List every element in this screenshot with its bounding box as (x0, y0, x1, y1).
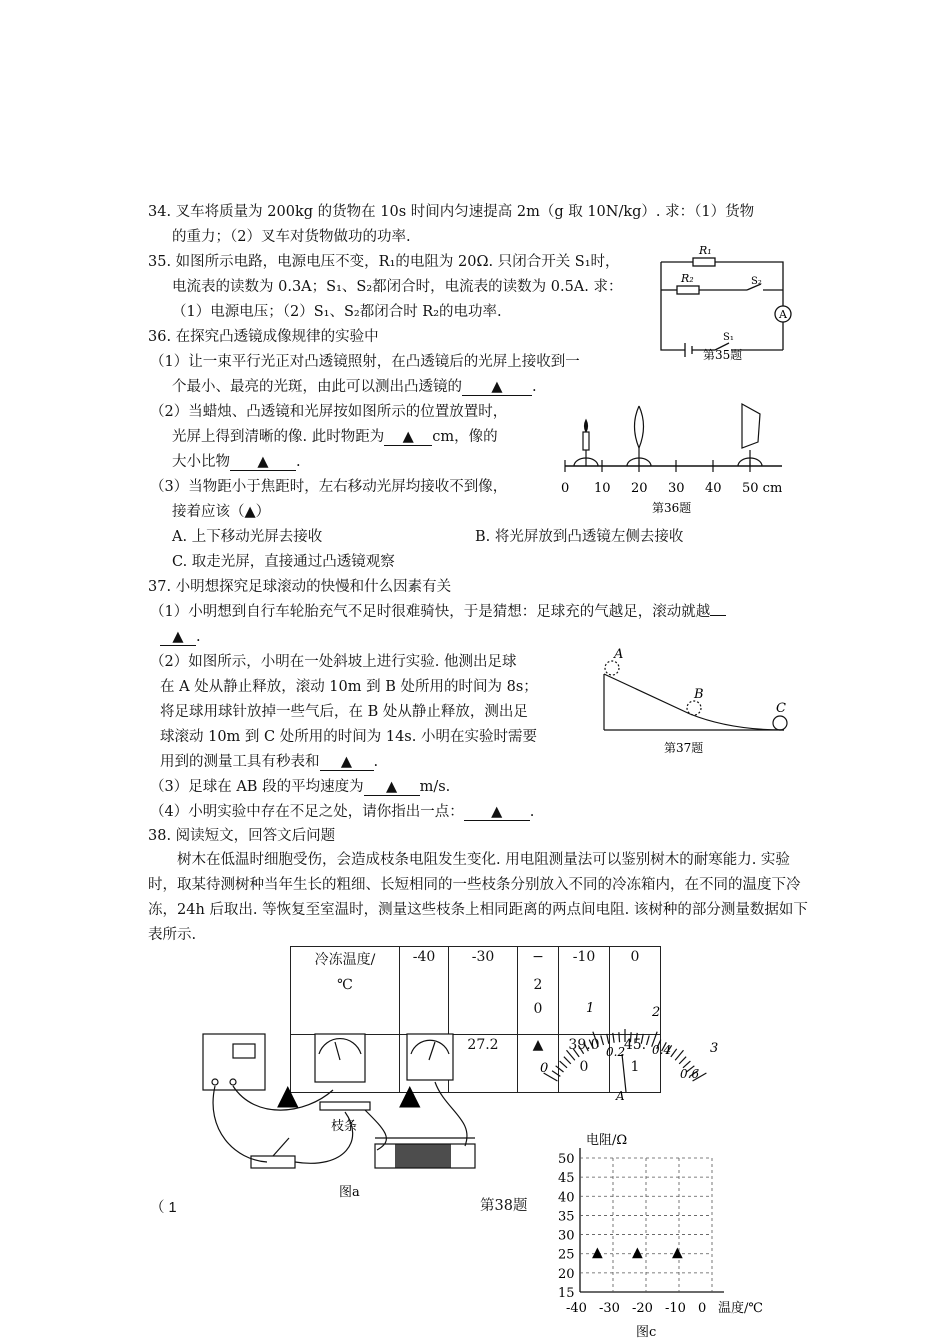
point-c: C (776, 701, 786, 716)
answer-blank[interactable]: ▲ (160, 629, 196, 646)
circuit-diagram-35 (655, 240, 800, 370)
q36-p2b-row (172, 427, 498, 447)
x-tick-label: -20 (632, 1301, 653, 1316)
mark-left: ▲ (277, 1078, 299, 1111)
answer-blank[interactable]: ▲ (462, 379, 532, 396)
q35-line3: （1）电源电压；（2）S₁、S₂都闭合时 R₂的电功率. (172, 304, 502, 320)
table-cell: -30 (449, 947, 518, 1035)
q37-p2a: （2）如图所示，小明在一处斜坡上进行实验. 他测出足球 (150, 654, 517, 670)
fig-a-caption: 图a (339, 1185, 360, 1200)
y-tick-label: 25 (558, 1247, 575, 1263)
q34-line2: 的重力；（2）叉车对货物做功的功率. (172, 229, 411, 245)
ammeter-scale-b (540, 1001, 730, 1120)
scale-tick (619, 1032, 620, 1042)
table-cell-line: − (532, 949, 544, 965)
y-tick-label: 40 (558, 1190, 575, 1206)
graph-xlabel: 温度/℃ (718, 1301, 763, 1316)
point-a: A (614, 647, 624, 662)
s2-label: S₂ (751, 276, 762, 287)
scale-tick (560, 1061, 567, 1068)
scale-3: 3 (710, 1041, 719, 1056)
scale-tick (552, 1071, 560, 1077)
optical-bench-36 (560, 398, 790, 518)
branch-label: 枝条 (331, 1119, 358, 1134)
subscale-06: 0.6 (680, 1067, 700, 1081)
q37-p1b-row: ▲ . (160, 627, 201, 647)
tick-50: 50 cm (742, 481, 783, 496)
table-cell-line: 45. (623, 1037, 647, 1053)
q37-p1a-row (150, 602, 726, 622)
scale-tick (613, 1033, 614, 1043)
tick-40: 40 (705, 481, 722, 496)
q37-title: 37. 小明想探究足球滚动的快慢和什么因素有关 (148, 579, 452, 595)
table-cell-line: 0 (533, 1001, 543, 1017)
slope-figure-37 (600, 646, 800, 756)
table-cell: 0 (610, 947, 661, 1035)
y-tick-label: 20 (558, 1266, 575, 1282)
graph-mark: ▲ (632, 1244, 643, 1261)
q36-p3b: 接着应该（▲） (172, 504, 271, 520)
answer-blank[interactable]: ▲ (320, 754, 374, 771)
q38-title: 38. 阅读短文，回答文后问题 (148, 828, 336, 844)
table-cell-line: 1 (630, 1059, 640, 1075)
tick-10: 10 (594, 481, 611, 496)
unit-a: A (616, 1089, 625, 1103)
scale-tick (584, 1042, 589, 1051)
q37-p2d: 球滚动 10m 到 C 处所用的时间为 14s. 小明在实验时需要 (160, 729, 537, 745)
q36-p2b: 光屏上得到清晰的像. 此时物距为 (172, 429, 385, 445)
scale-tick (636, 1033, 637, 1043)
subscale-02: 0.2 (606, 1045, 626, 1059)
ammeter-label: A (779, 308, 787, 321)
graph-mark: ▲ (592, 1244, 603, 1261)
point-b: B (694, 687, 704, 702)
fig37-caption: 第37题 (664, 741, 704, 755)
table-header-line1: 冷冻温度/ (314, 952, 376, 968)
q37-p2b: 在 A 处从静止释放，滚动 10m 到 B 处所用的时间为 8s； (160, 679, 538, 695)
q35-line1: 35. 如图所示电路，电源电压不变，R₁的电阻为 20Ω. 只闭合开关 S₁时， (148, 254, 620, 270)
apparatus-figure-a (195, 1020, 515, 1210)
scale-tick (646, 1035, 649, 1045)
scale-tick (671, 1049, 677, 1057)
answer-blank[interactable] (710, 615, 726, 616)
fig38-caption: 第38题 (480, 1198, 528, 1214)
y-tick-label: 35 (558, 1209, 575, 1225)
y-tick-label: 45 (558, 1171, 575, 1187)
scale-tick (641, 1034, 643, 1044)
tick-20: 20 (631, 481, 648, 496)
q37-p3-unit: m/s. (419, 779, 451, 795)
scale-tick (675, 1050, 683, 1060)
table-cell-line: 39.0 (568, 1037, 600, 1053)
q38-q1: （ 1 (150, 1200, 177, 1216)
scale-tick (556, 1066, 564, 1072)
subscale-04: 0.4 (652, 1043, 672, 1057)
q36-option-a[interactable]: A. 上下移动光屏去接收 (172, 529, 323, 545)
fig36-caption: 第36题 (652, 501, 692, 515)
mark-right: ▲ (399, 1078, 421, 1111)
scale-tick (679, 1057, 686, 1064)
scale-tick (578, 1045, 583, 1053)
q38-passage: 树木在低温时细胞受伤，会造成枝条电阻发生变化. 用电阻测量法可以鉴别树木的耐寒能力. 实验时，取某待测树种当年生长的粗细、长短相同的一些枝条分别放入不同的冷冻箱内，在不同的温度下冷冻，24h 后取出. 等恢复至室温时，测量这些枝条上相同距离的两点间电阻. 该树种的部分测量数据如下表所示. (148, 852, 808, 943)
answer-blank[interactable]: ▲ (384, 429, 432, 446)
y-tick-label: 30 (558, 1228, 575, 1244)
table-cell: -10 (559, 947, 610, 1035)
scale-1: 1 (586, 1001, 595, 1016)
fig35-caption: 第35题 (703, 348, 743, 362)
q36-p1b: 个最小、最亮的光斑，由此可以测出凸透镜的 (172, 379, 462, 395)
scale-tick (573, 1049, 579, 1057)
x-tick-label: -10 (665, 1301, 686, 1316)
q37-p3: （3）足球在 AB 段的平均速度为 (150, 779, 364, 795)
q37-p4: （4）小明实验中存在不足之处，请你指出一点： (150, 804, 464, 820)
answer-blank[interactable]: ▲ (464, 804, 530, 821)
scale-tick (601, 1035, 604, 1045)
table-cell[interactable]: ▲ (518, 1035, 559, 1093)
scale-tick (607, 1034, 609, 1044)
r1-label: R₁ (699, 244, 712, 257)
scale-tick (564, 1057, 571, 1064)
answer-blank[interactable]: ▲ (364, 779, 420, 796)
table-cell-line: 0 (579, 1059, 589, 1075)
x-tick-label: 0 (698, 1301, 707, 1316)
scale-tick (630, 1032, 631, 1042)
table-header-line2: ℃ (337, 977, 353, 993)
q36-p1b-row: 个最小、最亮的光斑，由此可以测出凸透镜的 ▲ . (172, 379, 537, 395)
resistance-temperature-graph (540, 1120, 790, 1344)
q36-p2a: （2）当蜡烛、凸透镜和光屏按如图所示的位置放置时， (150, 404, 508, 420)
scale-tick (567, 1050, 575, 1060)
q36-option-c[interactable]: C. 取走光屏，直接通过凸透镜观察 (172, 554, 395, 570)
q37-p2e: 用到的测量工具有秒表和 (160, 754, 320, 770)
q37-p3-row (150, 777, 450, 797)
fig-c-caption: 图c (636, 1325, 657, 1340)
x-tick-label: -30 (599, 1301, 620, 1316)
graph-ylabel: 电阻/Ω (586, 1133, 628, 1148)
scale-tick (589, 1040, 593, 1049)
table-cell: -40 (400, 947, 449, 1035)
r2-label: R₂ (681, 272, 694, 285)
table-cell: 27.2 (449, 1035, 518, 1093)
q37-p2c: 将足球用球针放掉一些气后，在 B 处从静止释放，测出足 (160, 704, 528, 720)
q36-p2c: 大小比物 (172, 454, 230, 470)
q36-p1a: （1）让一束平行光正对凸透镜照射，在凸透镜后的光屏上接收到一 (150, 354, 580, 370)
y-tick-label: 50 (558, 1152, 575, 1167)
q37-p4-row: （4）小明实验中存在不足之处，请你指出一点： ▲ . (150, 804, 535, 820)
table-cell-line: 2 (533, 977, 543, 993)
q36-option-b[interactable]: B. 将光屏放到凸透镜左侧去接收 (475, 529, 684, 545)
scale-2: 2 (652, 1005, 661, 1020)
q34-line1: 34. 叉车将质量为 200kg 的货物在 10s 时间内匀速提高 2m（g 取 10N/kg）. 求：（1）货物 (148, 204, 755, 220)
scale-0: 0 (540, 1061, 549, 1076)
tick-0: 0 (561, 481, 570, 496)
s1-label: S₁ (723, 332, 734, 343)
q37-p2e-row: 用到的测量工具有秒表和 ▲ . (160, 754, 379, 770)
graph-mark: ▲ (672, 1244, 683, 1261)
tick-30: 30 (668, 481, 685, 496)
answer-blank[interactable]: ▲ (230, 454, 296, 471)
q37-p1a: （1）小明想到自行车轮胎充气不足时很难骑快，于是猜想：足球充的气越足，滚动就越 (150, 604, 711, 620)
q36-p3a: （3）当物距小于焦距时，左右移动光屏均接收不到像， (150, 479, 508, 495)
q36-p2c-row: 大小比物 ▲ . (172, 454, 301, 470)
q36-p2b-unit: cm，像的 (432, 429, 498, 445)
x-tick-label: -40 (566, 1301, 587, 1316)
scale-tick (593, 1032, 598, 1047)
q35-line2: 电流表的读数为 0.3A；S₁、S₂都闭合时，电流表的读数为 0.5A. 求： (172, 279, 623, 295)
q36-title: 36. 在探究凸透镜成像规律的实验中 (148, 329, 379, 345)
y-tick-label: 15 (558, 1286, 575, 1301)
